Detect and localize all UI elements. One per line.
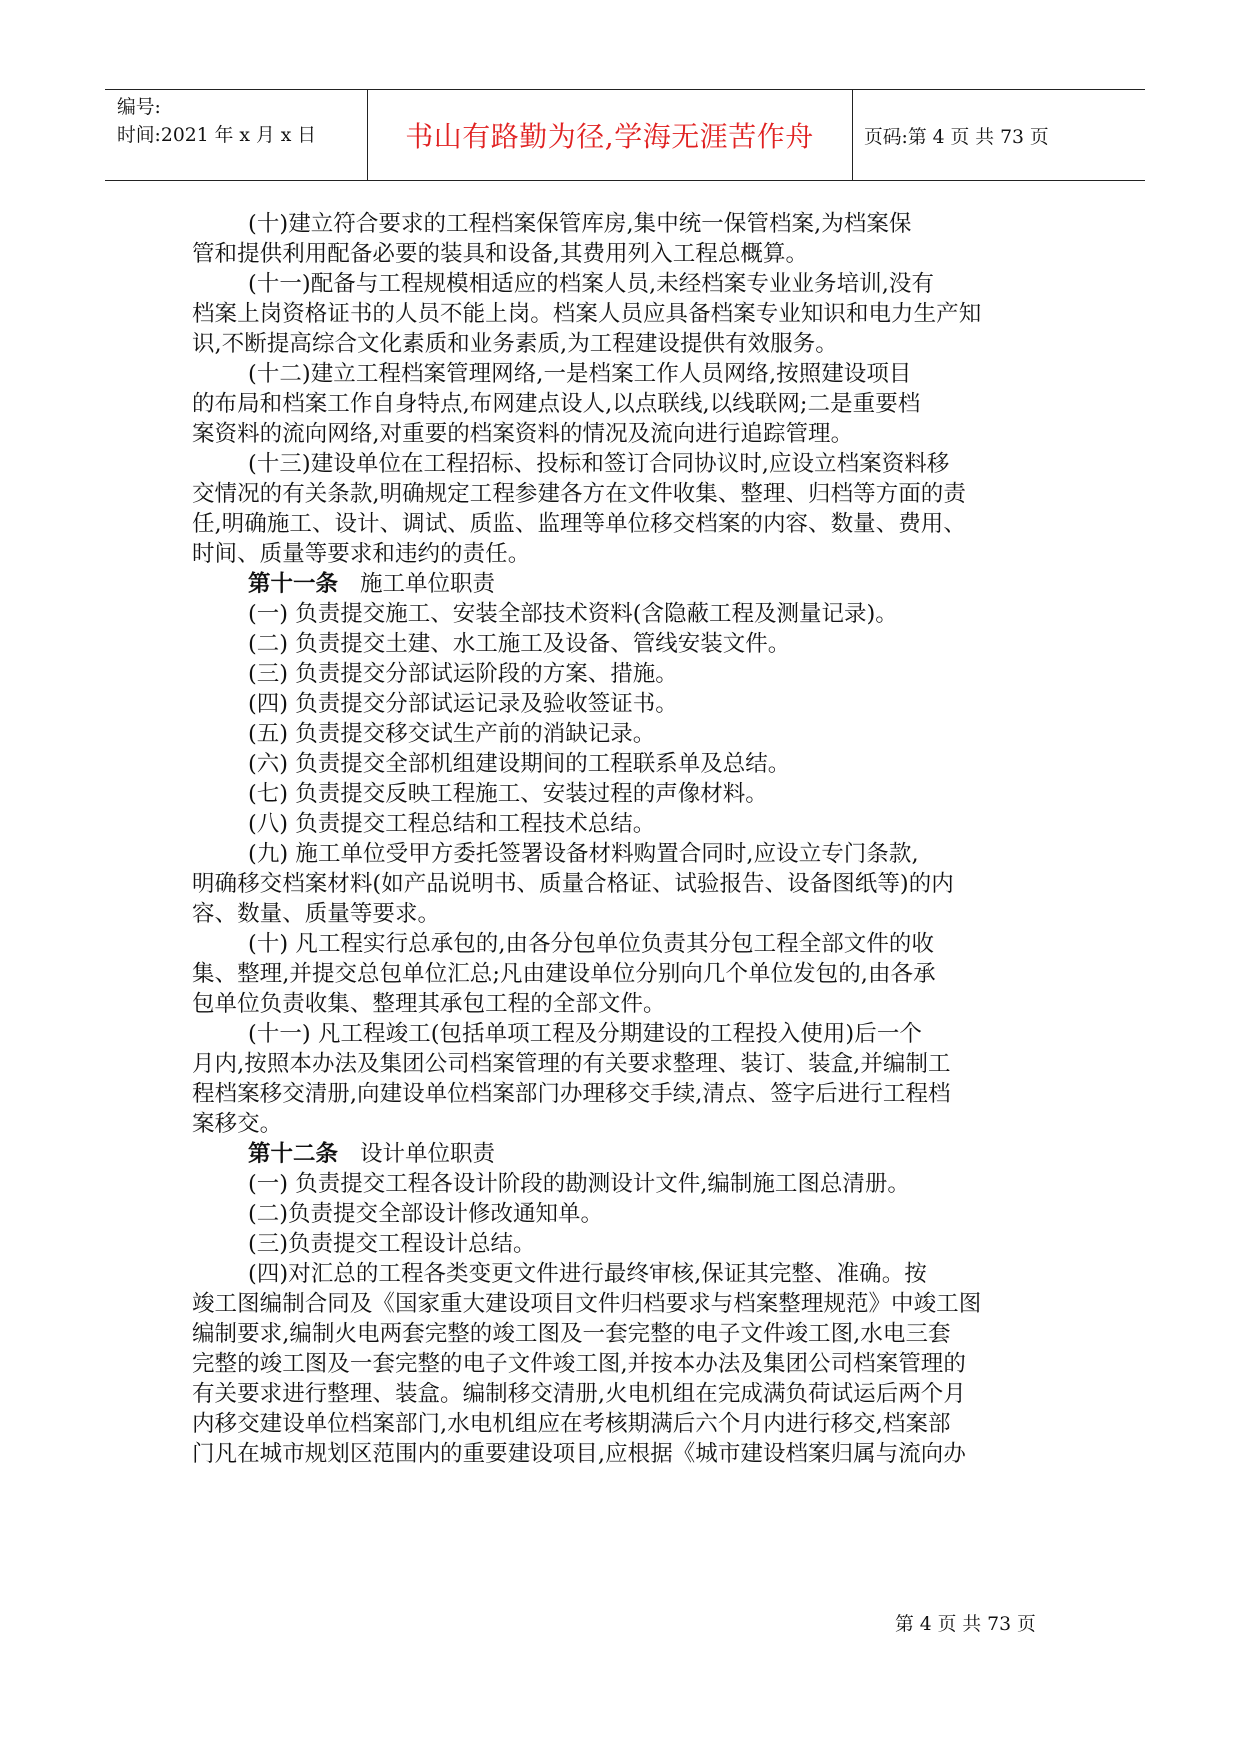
paragraph-line: 有关要求进行整理、装盒。编制移交清册,火电机组在完成满负荷试运后两个月 [192, 1381, 966, 1407]
list-item: (六) 负责提交全部机组建设期间的工程联系单及总结。 [248, 751, 791, 777]
document-body [192, 209, 1072, 1469]
list-item: (二)负责提交全部设计修改通知单。 [248, 1201, 604, 1227]
list-item: (三) 负责提交分部试运阶段的方案、措施。 [248, 661, 678, 687]
paragraph-line: 内移交建设单位档案部门,水电机组应在考核期满后六个月内进行移交,档案部 [192, 1411, 951, 1437]
article-heading [192, 569, 1072, 599]
footer-page-number: 第 4 页 共 73 页 [895, 1614, 1036, 1635]
header-page-number: 页码:第 4 页 共 73 页 [864, 126, 1049, 148]
paragraph-line: 编制要求,编制火电两套完整的竣工图及一套完整的电子文件竣工图,水电三套 [192, 1321, 951, 1347]
paragraph-line: 门凡在城市规划区范围内的重要建设项目,应根据《城市建设档案归属与流向办 [192, 1441, 966, 1467]
paragraph-line: 的布局和档案工作自身特点,布网建点设人,以点联线,以线联网;二是重要档 [192, 391, 921, 417]
article-subject: 施工单位职责 [360, 571, 496, 597]
paragraph-line: 交情况的有关条款,明确规定工程参建各方在文件收集、整理、归档等方面的责 [192, 481, 966, 507]
paragraph-line: 容、数量、质量等要求。 [192, 901, 441, 927]
paragraph-line: (十三)建设单位在工程招标、投标和签订合同协议时,应设立档案资料移 [248, 451, 950, 477]
paragraph-line: 识,不断提高综合文化素质和业务素质,为工程建设提供有效服务。 [192, 331, 838, 357]
article-subject: 设计单位职责 [360, 1141, 496, 1167]
article-number: 第十一条 [248, 571, 339, 597]
page-header [105, 89, 1145, 181]
header-motto: 书山有路勤为径,学海无涯苦作舟 [405, 120, 814, 153]
list-item: (三)负责提交工程设计总结。 [248, 1231, 536, 1257]
list-item: (一) 负责提交施工、安装全部技术资料(含隐蔽工程及测量记录)。 [248, 601, 898, 627]
paragraph-line: (十一)配备与工程规模相适应的档案人员,未经档案专业业务培训,没有 [248, 271, 935, 297]
article-number: 第十二条 [248, 1141, 339, 1167]
paragraph-line: 案移交。 [192, 1111, 283, 1137]
list-item: (二) 负责提交土建、水工施工及设备、管线安装文件。 [248, 631, 791, 657]
document-date-label: 时间:2021 年 x 月 x 日 [117, 125, 317, 146]
paragraph-line: 管和提供利用配备必要的装具和设备,其费用列入工程总概算。 [192, 241, 809, 267]
paragraph-line: 档案上岗资格证书的人员不能上岗。档案人员应具备档案专业知识和电力生产知 [192, 301, 982, 327]
list-item: (五) 负责提交移交试生产前的消缺记录。 [248, 721, 656, 747]
header-meta [117, 94, 362, 150]
paragraph-line: 时间、质量等要求和违约的责任。 [192, 541, 531, 567]
paragraph-line: 程档案移交清册,向建设单位档案部门办理移交手续,清点、签字后进行工程档 [192, 1081, 951, 1107]
list-item: (四) 负责提交分部试运记录及验收签证书。 [248, 691, 678, 717]
list-item: (一) 负责提交工程各设计阶段的勘测设计文件,编制施工图总清册。 [248, 1171, 910, 1197]
paragraph-line: (十二)建立工程档案管理网络,一是档案工作人员网络,按照建设项目 [248, 361, 912, 387]
paragraph-line: (四)对汇总的工程各类变更文件进行最终审核,保证其完整、准确。按 [248, 1261, 927, 1287]
paragraph-line: (十一) 凡工程竣工(包括单项工程及分期建设的工程投入使用)后一个 [248, 1021, 922, 1047]
document-number-label: 编号: [117, 97, 161, 118]
list-item: (七) 负责提交反映工程施工、安装过程的声像材料。 [248, 781, 768, 807]
paragraph-line: (九) 施工单位受甲方委托签署设备材料购置合同时,应设立专门条款, [248, 841, 919, 867]
list-item: (八) 负责提交工程总结和工程技术总结。 [248, 811, 656, 837]
paragraph-line: 集、整理,并提交总包单位汇总;凡由建设单位分别向几个单位发包的,由各承 [192, 961, 936, 987]
paragraph-line: 明确移交档案材料(如产品说明书、质量合格证、试验报告、设备图纸等)的内 [192, 871, 954, 897]
paragraph-line: 案资料的流向网络,对重要的档案资料的情况及流向进行追踪管理。 [192, 421, 854, 447]
paragraph-line: 完整的竣工图及一套完整的电子文件竣工图,并按本办法及集团公司档案管理的 [192, 1351, 966, 1377]
header-divider [852, 90, 853, 180]
paragraph-line: 包单位负责收集、整理其承包工程的全部文件。 [192, 991, 666, 1017]
article-heading [192, 1139, 1072, 1169]
paragraph-line: 任,明确施工、设计、调试、质监、监理等单位移交档案的内容、数量、费用、 [192, 511, 966, 537]
paragraph-line: 月内,按照本办法及集团公司档案管理的有关要求整理、装订、装盒,并编制工 [192, 1051, 951, 1077]
paragraph-line: 竣工图编制合同及《国家重大建设项目文件归档要求与档案整理规范》中竣工图 [192, 1291, 982, 1317]
paragraph-line: (十)建立符合要求的工程档案保管库房,集中统一保管档案,为档案保 [248, 211, 912, 237]
paragraph-line: (十) 凡工程实行总承包的,由各分包单位负责其分包工程全部文件的收 [248, 931, 935, 957]
